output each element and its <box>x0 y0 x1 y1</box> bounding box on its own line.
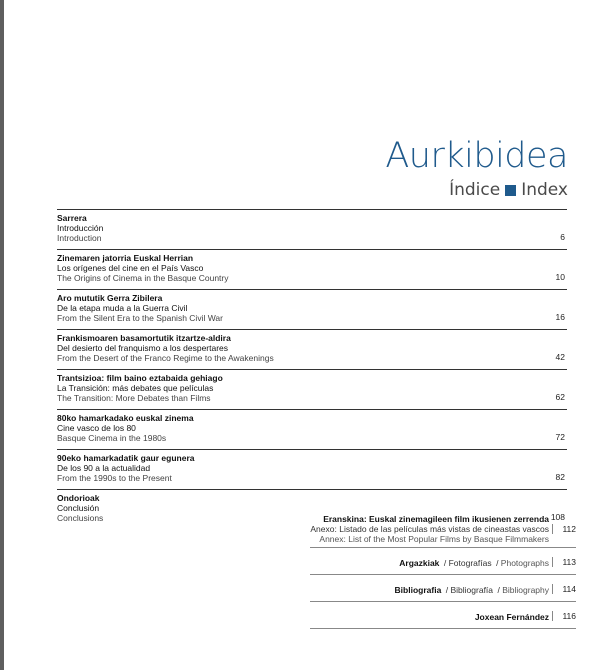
entry-title-eu: Trantsizioa: film baino eztabaida gehiago <box>57 373 223 383</box>
page-title: Aurkibidea <box>385 136 568 176</box>
entry-title-es: De los 90 a la actualidad <box>57 463 151 473</box>
toc-entry-author[interactable] <box>310 605 576 629</box>
separator: / <box>443 558 449 568</box>
appendix-page-number: 112 <box>552 524 576 534</box>
toc-entry-origins[interactable] <box>57 249 567 284</box>
entry-page-number: 10 <box>555 272 565 282</box>
bibliography-titles <box>395 580 549 598</box>
photographs-page-number: 113 <box>552 557 576 567</box>
toc-entry-sarrera[interactable] <box>57 209 567 244</box>
entry-title-es: La Transición: más debates que películas <box>57 383 214 393</box>
entry-title-eu: Sarrera <box>57 213 87 223</box>
entry-page-number: 62 <box>555 392 565 402</box>
appendix-titles <box>310 514 549 544</box>
photographs-title-en: Photographs <box>500 558 549 568</box>
author-page-number: 116 <box>552 611 576 621</box>
photographs-title-es: Fotografías <box>448 558 492 568</box>
entry-page-number: 82 <box>555 472 565 482</box>
bibliography-title-en: Bibliography <box>502 585 549 595</box>
separator: / <box>445 585 451 595</box>
appendix-title-en: Annex: List of the Most Popular Films by Basque Filmmakers <box>319 534 549 544</box>
toc-entry-appendix[interactable] <box>310 512 576 548</box>
entry-title-es: Introducción <box>57 223 104 233</box>
toc-entry-bibliography[interactable] <box>310 578 576 602</box>
bibliography-title-es: Bibliografía <box>450 585 494 595</box>
entry-title-es: Cine vasco de los 80 <box>57 423 136 433</box>
separator: / <box>497 585 503 595</box>
square-bullet-icon <box>505 185 516 196</box>
entry-title-en: From the 1990s to the Present <box>57 473 172 483</box>
toc-entry-silent-era[interactable] <box>57 289 567 324</box>
entry-title-eu: 80ko hamarkadako euskal zinema <box>57 413 194 423</box>
entry-title-es: Conclusión <box>57 503 100 513</box>
entry-title-es: Del desierto del franquismo a los despertares <box>57 343 229 353</box>
photographs-titles <box>399 553 549 571</box>
bibliography-title-eu: Bibliografia <box>394 585 442 595</box>
page-spine <box>0 0 4 670</box>
bibliography-page-number: 114 <box>552 584 576 594</box>
entry-title-en: The Transition: More Debates than Films <box>57 393 211 403</box>
entry-page-number: 6 <box>560 232 565 242</box>
toc-entry-1980s[interactable] <box>57 409 567 444</box>
toc-entry-franco-regime[interactable] <box>57 329 567 364</box>
toc-entry-transition[interactable] <box>57 369 567 404</box>
toc-entry-1990s[interactable] <box>57 449 567 484</box>
entry-page-number: 108 <box>550 512 565 522</box>
entry-title-es: De la etapa muda a la Guerra Civil <box>57 303 188 313</box>
entry-title-es: Los orígenes del cine en el País Vasco <box>57 263 204 273</box>
entry-page-number: 42 <box>555 352 565 362</box>
entry-title-en: Introduction <box>57 233 102 243</box>
entry-title-eu: Aro mututik Gerra Zibilera <box>57 293 163 303</box>
separator: / <box>496 558 501 568</box>
entry-title-en: Conclusions <box>57 513 104 523</box>
entry-title-en: From the Desert of the Franco Regime to the Awakenings <box>57 353 274 363</box>
entry-title-eu: Zinemaren jatorria Euskal Herrian <box>57 253 194 263</box>
entry-title-en: Basque Cinema in the 1980s <box>57 433 167 443</box>
entry-title-en: The Origins of Cinema in the Basque Country <box>57 273 229 283</box>
entry-title-eu: 90eko hamarkadatik gaur egunera <box>57 453 195 463</box>
entry-title-eu: Ondorioak <box>57 493 100 503</box>
page-subtitle <box>449 180 568 200</box>
entry-page-number: 72 <box>555 432 565 442</box>
author-name: Joxean Fernández <box>474 612 549 622</box>
subtitle-es: Índice <box>449 180 501 200</box>
appendix-title-eu: Eranskina: Euskal zinemagileen film ikusienen zerrenda <box>323 514 549 524</box>
entry-title-en: From the Silent Era to the Spanish Civil War <box>57 313 223 323</box>
entry-title-eu: Frankismoaren basamortutik itzartze-aldira <box>57 333 231 343</box>
photographs-title-eu: Argazkiak <box>399 558 440 568</box>
entry-page-number: 16 <box>555 312 565 322</box>
appendix-title-es: Anexo: Listado de las películas más vistas de cineastas vascos <box>310 524 549 534</box>
author-titles <box>475 607 549 625</box>
back-matter <box>310 512 576 632</box>
subtitle-en: Index <box>521 180 568 200</box>
table-of-contents <box>57 209 567 529</box>
toc-entry-photographs[interactable] <box>310 551 576 575</box>
